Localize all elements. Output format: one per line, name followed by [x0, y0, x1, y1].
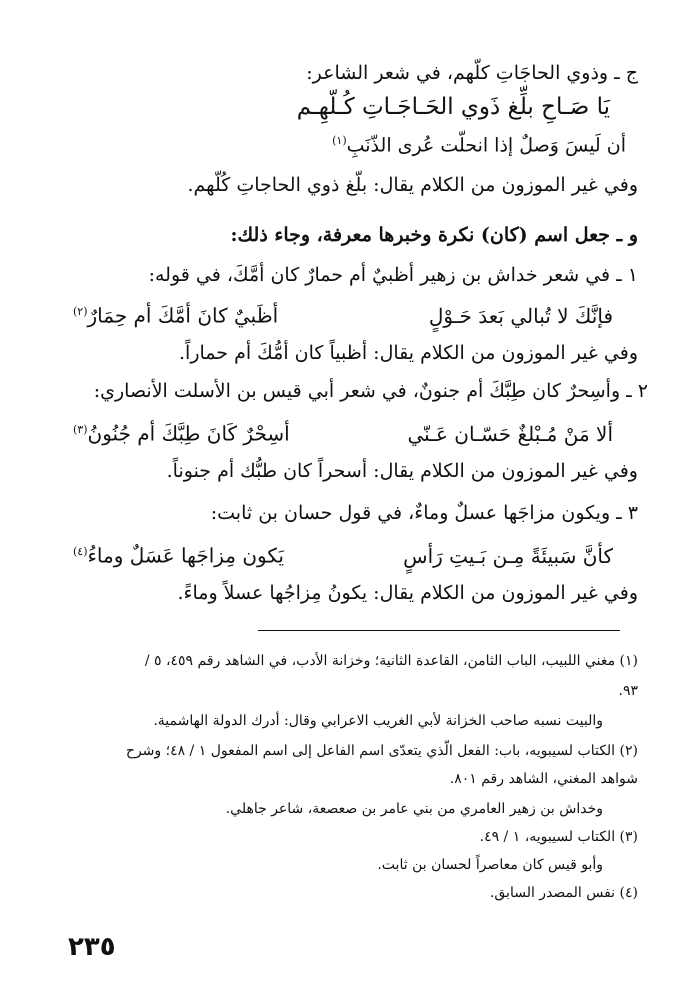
footnote-remark: وأبو قيس كان معاصراً لحسان بن ثابت. [377, 857, 603, 873]
verse-second-hemistich [73, 414, 290, 450]
verse-line: يَا صَـاحِ بلِّغ ذَوي الحَـاجَـاتِ كُـلّهِـم [296, 94, 610, 120]
text-line: وفي غير الموزون من الكلام يقال: أظبياً كان أمُّكَ أم حماراً. [179, 342, 638, 364]
text-line: وفي غير الموزون من الكلام يقال: بلّغ ذوي الحاجاتِ كُلّهم. [187, 174, 638, 196]
text-line: وفي غير الموزون من الكلام يقال: يكونُ مِزاجُها عسلاً وماءً. [177, 582, 638, 604]
verse-text: أن لَيسَ وَصلٌ إذا انحلّت عُرى الذّنَبِ [346, 134, 626, 157]
footnote-remark: والبيت نسبه صاحب الخزانة لأبي الغريب الاعرابي وقال: أدرك الدولة الهاشمية. [153, 713, 603, 729]
footnote-ref: (١) [332, 134, 347, 147]
verse-row [73, 536, 613, 568]
footnote-ref: (٢) [73, 305, 88, 318]
verse-first-hemistich: كأنَّ سَبيئَةً مِـن بَـيتِ رَأسٍ [403, 543, 613, 568]
text-line: وفي غير الموزون من الكلام يقال: أسحراً كان طبُّك أم جنوناً. [166, 460, 638, 482]
footnote-continuation: شواهد المغني، الشاهد رقم ٨٠١. [449, 771, 638, 787]
footnote: (١) مغني اللبيب، الباب الثامن، القاعدة الثانية؛ وخزانة الأدب، في الشاهد رقم ٤٥٩، ٥ / [144, 653, 638, 669]
text-line: ١ ـ في شعر خداش بن زهير أظبيٌ أم حمارٌ كان أمَّكَ، في قوله: [148, 264, 638, 286]
footnote-continuation: ٩٣. [618, 683, 638, 699]
verse-row [73, 296, 613, 328]
footnote-ref: (٣) [73, 423, 88, 436]
footnote-remark: وخداش بن زهير العامري من بني عامر بن صعصعة، شاعر جاهلي. [225, 801, 603, 817]
verse-row [73, 414, 613, 446]
verse-text: يَكون مِزاجَها عَسَلٌ وماءُ [87, 543, 284, 568]
verse-second-hemistich [73, 296, 278, 332]
footnote: (٤) نفس المصدر السابق. [489, 885, 638, 901]
footnote: (٢) الكتاب لسيبويه، باب: الفعل الّذي يتعدّى اسم الفاعل إلى اسم المفعول ١ / ٤٨؛ وشرح [125, 743, 638, 759]
footnote-ref: (٤) [73, 545, 88, 558]
verse-line [332, 126, 626, 160]
verse-first-hemistich: فإنَّكَ لا تُبالي بَعدَ حَـوْلٍ [428, 303, 613, 328]
verse-first-hemistich: ألا مَنْ مُـبْلغٌ حَسّـان عَـنّي [407, 421, 613, 446]
footnote-divider [258, 630, 620, 631]
verse-text: أظَبيٌ كانَ أمَّكَ أم حِمَارٌ [87, 303, 279, 328]
footnote: (٣) الكتاب لسيبويه، ١ / ٤٩. [479, 829, 638, 845]
verse-second-hemistich [73, 536, 284, 572]
text-line: ج ـ وذوي الحاجَاتِ كلّهم، في شعر الشاعر: [306, 62, 638, 84]
section-heading: و ـ جعل اسم (كان) نكرة وخبرها معرفة، وجاء ذلك: [230, 224, 638, 246]
verse-text: أسِحْرٌ كَانَ طِبَّكَ أم جُنُونُ [87, 421, 290, 446]
text-line: ٣ ـ ويكون مزاجَها عسلٌ وماءٌ، في قول حسان بن ثابت: [210, 502, 638, 524]
page-number: ٢٣٥ [68, 932, 116, 962]
text-line: ٢ ـ وأسِحرٌ كان طِبَّكَ أم جنونٌ، في شعر أبي قيس بن الأسلت الأنصاري: [93, 380, 648, 402]
